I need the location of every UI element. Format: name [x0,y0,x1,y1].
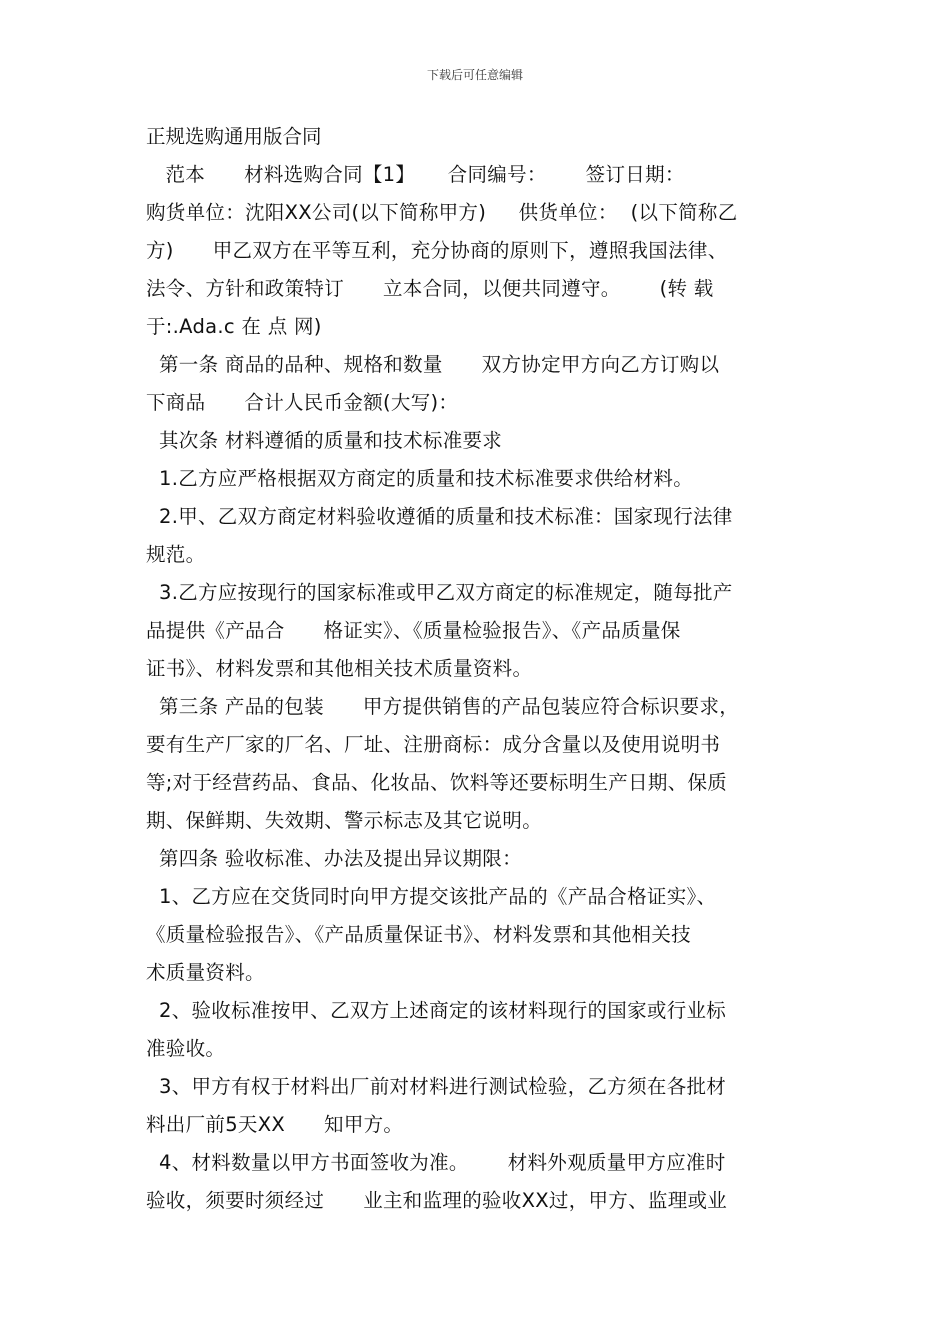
text-line: 其次条 材料遵循的质量和技术标准要求 [146,429,503,452]
text-line: 购货单位：沈阳XX公司(以下简称甲方) 供货单位： (以下简称乙 [146,201,738,224]
text-line: 等;对于经营药品、食品、化妆品、饮料等还要标明生产日期、保质 [146,771,728,794]
text-line: 第四条 验收标准、办法及提出异议期限： [146,847,522,870]
text-line: 范本 材料选购合同【1】 合同编号： 签订日期： [146,163,685,186]
document-body [146,118,816,1220]
text-line: 法令、方针和政策特订 立本合同，以便共同遵守。 (转 载 [146,277,714,300]
text-line: 2.甲、乙双方商定材料验收遵循的质量和技术标准：国家现行法律 [146,505,733,528]
text-line: 验收，须要时须经过 业主和监理的验收XX过，甲方、监理或业 [146,1189,728,1212]
text-line: 料出厂前5天XX 知甲方。 [146,1113,404,1136]
text-line: 《质量检验报告》、《产品质量保证书》、材料发票和其他相关技 [146,923,691,946]
text-line: 品提供《产品合 格证实》、《质量检验报告》、《产品质量保 [146,619,681,642]
text-line: 4、材料数量以甲方书面签收为准。 材料外观质量甲方应准时 [146,1151,726,1174]
text-line: 方) 甲乙双方在平等互利，充分协商的原则下，遵照我国法律、 [146,239,728,262]
text-line: 准验收。 [146,1037,226,1060]
text-line: 期、保鲜期、失效期、警示标志及其它说明。 [146,809,543,832]
text-line: 2、验收标准按甲、乙双方上述商定的该材料现行的国家或行业标 [146,999,727,1022]
text-line: 下商品 合计人民币金额(大写)： [146,391,459,414]
text-line: 证书》、材料发票和其他相关技术质量资料。 [146,657,533,680]
text-line: 要有生产厂家的厂名、厂址、注册商标：成分含量以及使用说明书 [146,733,721,756]
text-line: 3.乙方应按现行的国家标准或甲乙双方商定的标准规定，随每批产 [146,581,733,604]
text-line: 第一条 商品的品种、规格和数量 双方协定甲方向乙方订购以 [146,353,720,376]
text-line: 1.乙方应严格根据双方商定的质量和技术标准要求供给材料。 [146,467,694,490]
text-line: 规范。 [146,543,206,566]
text-line: 3、甲方有权于材料出厂前对材料进行测试检验，乙方须在各批材 [146,1075,727,1098]
text-line: 于:.Ada.c 在 点 网) [146,315,322,338]
text-line: 第三条 产品的包装 甲方提供销售的产品包装应符合标识要求， [146,695,740,718]
page-header: 下载后可任意编辑 [426,68,523,82]
text-line: 1、乙方应在交货同时向甲方提交该批产品的《产品合格证实》、 [146,885,717,908]
document-title: 正规选购通用版合同 [146,125,322,148]
text-line: 术质量资料。 [146,961,265,984]
